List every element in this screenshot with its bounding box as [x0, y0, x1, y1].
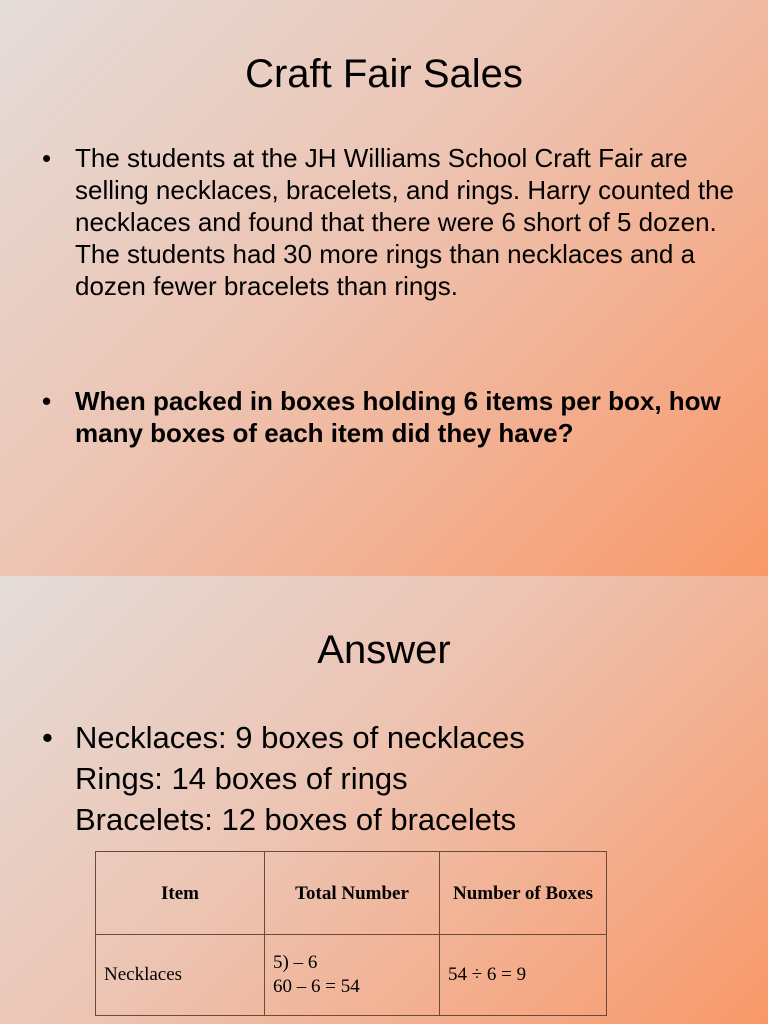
bullet-dot: •	[42, 720, 53, 755]
question-text: • When packed in boxes holding 6 items per box, how many boxes of each item did they have?	[0, 385, 768, 449]
cell-item: Necklaces	[96, 935, 265, 1016]
answer-line-bracelets: Bracelets: 12 boxes of bracelets	[75, 802, 517, 837]
total-line: 60 – 6 = 54	[273, 976, 360, 997]
table-header-row	[96, 852, 607, 935]
header-number-of-boxes: Number of Boxes	[440, 852, 607, 935]
problem-text: • The students at the JH Williams School Craft Fair are selling necklaces, bracelets, and rings. Harry counted the necklaces and found that there were 6 short of 5 dozen. The students had 30 more rings than necklaces and a dozen fewer bracelets than rings.	[0, 142, 768, 302]
calculation-table	[95, 851, 607, 1016]
answer-line-rings: Rings: 14 boxes of rings	[75, 761, 408, 796]
slide-title: Craft Fair Sales	[245, 52, 523, 96]
slide-title: Answer	[317, 628, 451, 672]
total-line: 5) – 6	[273, 952, 318, 973]
header-total-number: Total Number	[265, 852, 440, 935]
slide-answer	[0, 576, 768, 1024]
header-item: Item	[96, 852, 265, 935]
cell-boxes: 54 ÷ 6 = 9	[440, 935, 607, 1016]
table-row	[96, 935, 607, 1016]
answer-list	[0, 717, 525, 840]
cell-total-number	[265, 935, 440, 1016]
answer-line-necklaces: Necklaces: 9 boxes of necklaces	[75, 720, 525, 755]
